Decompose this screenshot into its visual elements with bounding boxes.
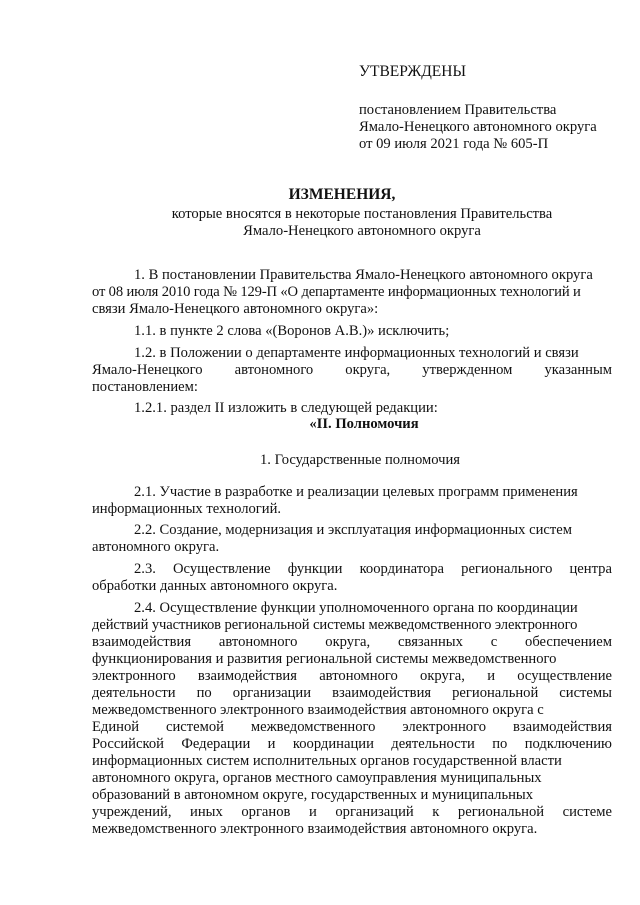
- word: региональной: [452, 685, 539, 701]
- word: Федерации: [181, 736, 251, 752]
- p2-1-line-2: информационных технологий.: [92, 501, 282, 517]
- word: электронного: [92, 668, 176, 684]
- word: автономного: [319, 668, 398, 684]
- word: связанных: [398, 634, 463, 650]
- section-title: «II. Полномочия: [309, 416, 419, 432]
- p2-2-line-2: автономного округа.: [92, 539, 220, 555]
- p2-3-line-2: обработки данных автономного округа.: [92, 578, 338, 594]
- p1-2-1: 1.2.1. раздел II изложить в следующей редакции:: [134, 400, 438, 416]
- approval-line-1: постановлением Правительства: [359, 102, 557, 118]
- p2-4-line-9: [92, 736, 612, 752]
- word: организации: [232, 685, 312, 701]
- word: организаций: [335, 804, 414, 820]
- p2-4-line-1: 2.4. Осуществление функции уполномоченного органа по координации: [134, 600, 578, 616]
- p2-3-line-1: [134, 561, 612, 577]
- word: электронного: [402, 719, 487, 735]
- p2-4-line-3: [92, 634, 612, 650]
- p1-2-line-3: постановлением:: [92, 379, 198, 395]
- word: и: [308, 804, 317, 820]
- word: округа,: [325, 634, 371, 650]
- word: и: [487, 668, 495, 684]
- p1-line-3: связи Ямало-Ненецкого автономного округа»:: [92, 301, 379, 317]
- word: Ямало-Ненецкого: [92, 362, 203, 378]
- word: Единой: [92, 719, 140, 735]
- word: утвержденном: [422, 362, 513, 378]
- word: регионального: [461, 561, 553, 577]
- p2-4-line-14: межведомственного электронного взаимодействия автономного округа.: [92, 821, 538, 837]
- word: округа,: [420, 668, 465, 684]
- document-subtitle-1: которые вносятся в некоторые постановления Правительства: [171, 206, 553, 222]
- p2-1-line-1: 2.1. Участие в разработке и реализации целевых программ применения: [134, 484, 578, 500]
- word: системы: [559, 685, 612, 701]
- word: осуществление: [517, 668, 612, 684]
- word: органов: [241, 804, 291, 820]
- p1-line-1: 1. В постановлении Правительства Ямало-Ненецкого автономного округа: [134, 267, 593, 283]
- word: и: [267, 736, 276, 752]
- p2-4-line-10: информационных систем исполнительных органов государственной власти: [92, 753, 562, 769]
- document-title: ИЗМЕНЕНИЯ,: [288, 186, 396, 203]
- word: взаимодействия: [92, 634, 192, 650]
- p2-4-line-11: автономного округа, органов местного самоуправления муниципальных: [92, 770, 542, 786]
- word: деятельности: [92, 685, 176, 701]
- p1-2-line-2: [92, 362, 612, 378]
- word: с: [490, 634, 498, 650]
- word: иных: [190, 804, 223, 820]
- word: деятельности: [391, 736, 475, 752]
- p2-4-line-12: образований в автономном округе, государственных и муниципальных: [92, 787, 534, 803]
- word: взаимодействия: [512, 719, 612, 735]
- p2-4-line-2: действий участников региональной системы межведомственного электронного: [92, 617, 578, 633]
- word: координации: [292, 736, 374, 752]
- approval-line-2: Ямало-Ненецкого автономного округа: [359, 119, 597, 135]
- approval-line-3: от 09 июля 2021 года № 605-П: [359, 136, 549, 152]
- p2-2-line-1: 2.2. Создание, модернизация и эксплуатация информационных систем: [134, 522, 572, 538]
- p1-2-line-1: 1.2. в Положении о департаменте информационных технологий и связи: [134, 345, 579, 361]
- p1-1: 1.1. в пункте 2 слова «(Воронов А.В.)» исключить;: [134, 323, 450, 339]
- word: системе: [562, 804, 612, 820]
- word: автономного: [234, 362, 314, 378]
- word: Российской: [92, 736, 164, 752]
- word: указанным: [544, 362, 612, 378]
- word: по: [196, 685, 212, 701]
- word: к: [432, 804, 440, 820]
- p2-4-line-5: [92, 668, 612, 684]
- word: учреждений,: [92, 804, 172, 820]
- word: координатора: [359, 561, 445, 577]
- document-subtitle-2: Ямало-Ненецкого автономного округа: [243, 223, 481, 239]
- word: межведомственного: [250, 719, 376, 735]
- subsection-title: 1. Государственные полномочия: [259, 452, 460, 468]
- word: по: [492, 736, 508, 752]
- p2-4-line-7: межведомственного электронного взаимодействия автономного округа с: [92, 702, 544, 718]
- p2-4-line-4: функционирования и развития региональной системы межведомственного: [92, 651, 557, 667]
- word: Осуществление: [173, 561, 271, 577]
- word: автономного: [218, 634, 298, 650]
- p2-4-line-13: [92, 804, 612, 820]
- p2-4-line-8: [92, 719, 612, 735]
- approval-title: УТВЕРЖДЕНЫ: [359, 63, 466, 80]
- p2-4-line-6: [92, 685, 612, 701]
- p1-line-2: от 08 июля 2010 года № 129-П «О департаменте информационных технологий и: [92, 284, 581, 300]
- word: 2.3.: [134, 561, 156, 577]
- word: взаимодействия: [332, 685, 432, 701]
- word: подключению: [524, 736, 612, 752]
- word: региональной: [457, 804, 545, 820]
- word: системой: [166, 719, 224, 735]
- word: обеспечением: [525, 634, 612, 650]
- word: взаимодействия: [197, 668, 297, 684]
- word: округа,: [345, 362, 391, 378]
- word: функции: [287, 561, 343, 577]
- word: центра: [569, 561, 612, 577]
